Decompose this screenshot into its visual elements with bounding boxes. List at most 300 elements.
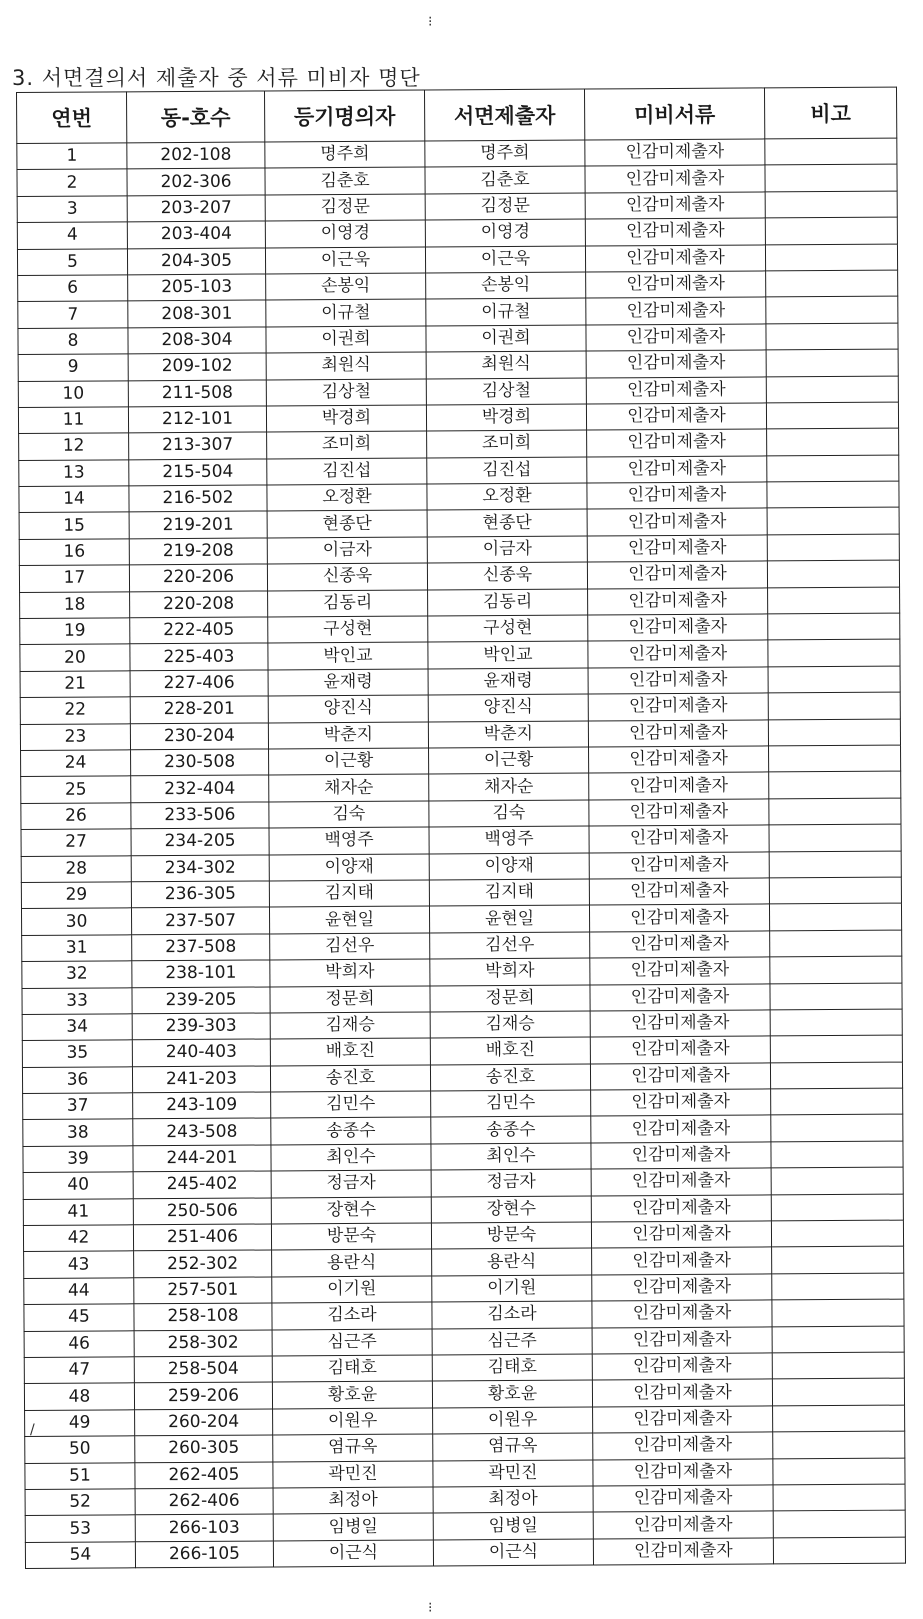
submitter: 이원우	[433, 1407, 593, 1434]
registered-owner: 황호윤	[272, 1381, 432, 1408]
unit-number: 243-109	[133, 1092, 271, 1119]
missing-document: 인감미제출자	[593, 1538, 773, 1565]
submitter: 명주희	[425, 140, 585, 167]
registered-owner: 백영주	[269, 827, 429, 854]
unit-number: 258-504	[134, 1356, 272, 1383]
missing-document: 인감미제출자	[590, 1063, 770, 1090]
registered-owner: 윤현일	[269, 906, 429, 933]
missing-document: 인감미제출자	[586, 271, 766, 298]
remarks	[766, 296, 898, 323]
remarks	[772, 1273, 904, 1300]
registered-owner: 이근식	[273, 1540, 433, 1567]
remarks	[770, 1062, 902, 1089]
row-number: 8	[18, 328, 128, 355]
submitter: 최인수	[431, 1143, 591, 1170]
unit-number: 262-405	[135, 1461, 273, 1488]
remarks	[766, 402, 898, 429]
registered-owner: 김재승	[270, 1012, 430, 1039]
registered-owner: 김진섭	[267, 458, 427, 485]
remarks	[769, 745, 901, 772]
missing-document: 인감미제출자	[592, 1326, 772, 1353]
unit-number: 238-101	[132, 960, 270, 987]
submitter: 최원식	[426, 351, 586, 378]
registered-owner: 최인수	[271, 1144, 431, 1171]
missing-document: 인감미제출자	[590, 1010, 770, 1037]
row-number: 17	[19, 565, 129, 592]
registered-owner: 윤재령	[268, 669, 428, 696]
remarks	[771, 1194, 903, 1221]
unit-number: 257-501	[134, 1277, 272, 1304]
remarks	[772, 1326, 904, 1353]
unit-number: 222-405	[130, 617, 268, 644]
unit-number: 203-404	[127, 221, 265, 248]
submitter: 송진호	[430, 1064, 590, 1091]
missing-document: 인감미제출자	[586, 324, 766, 351]
unit-number: 202-108	[127, 142, 265, 169]
unit-number: 205-103	[128, 274, 266, 301]
missing-document: 인감미제출자	[592, 1379, 772, 1406]
missing-document: 인감미제출자	[585, 244, 765, 271]
column-header-missing-document: 미비서류	[584, 88, 764, 140]
missing-document: 인감미제출자	[593, 1458, 773, 1485]
unit-number: 239-303	[132, 1013, 270, 1040]
registered-owner: 최원식	[266, 352, 426, 379]
submitter: 채자순	[429, 773, 589, 800]
registered-owner: 김숙	[269, 801, 429, 828]
submitter: 이권희	[426, 325, 586, 352]
row-number: 44	[24, 1278, 134, 1305]
row-number: 12	[19, 433, 129, 460]
row-number: 43	[24, 1251, 134, 1278]
registered-owner: 이권희	[266, 326, 426, 353]
unit-number: 258-302	[134, 1330, 272, 1357]
missing-document: 인감미제출자	[586, 376, 766, 403]
submitter: 김상철	[426, 378, 586, 405]
submitter: 윤재령	[428, 668, 588, 695]
unit-number: 233-506	[131, 802, 269, 829]
submitter: 김숙	[429, 800, 589, 827]
registered-owner: 이양재	[269, 854, 429, 881]
remarks	[770, 983, 902, 1010]
missing-document: 인감미제출자	[589, 904, 769, 931]
remarks	[773, 1537, 905, 1564]
submitter: 현종단	[427, 509, 587, 536]
missing-document: 인감미제출자	[589, 799, 769, 826]
row-number: 32	[22, 961, 132, 988]
missing-document: 인감미제출자	[591, 1142, 771, 1169]
unit-number: 236-305	[131, 881, 269, 908]
row-number: 39	[23, 1146, 133, 1173]
submitter: 김정문	[425, 193, 585, 220]
remarks	[771, 1141, 903, 1168]
missing-document: 인감미제출자	[588, 614, 768, 641]
submitter: 송종수	[431, 1116, 591, 1143]
unit-number: 266-105	[135, 1541, 273, 1568]
missing-document: 인감미제출자	[590, 957, 770, 984]
submitter: 김동리	[428, 589, 588, 616]
unit-number: 239-205	[132, 986, 270, 1013]
submitter: 곽민진	[433, 1460, 593, 1487]
submitter: 이근욱	[425, 246, 585, 273]
remarks	[765, 244, 897, 271]
row-number: 53	[25, 1515, 135, 1542]
missing-document: 인감미제출자	[586, 297, 766, 324]
row-number: 6	[18, 275, 128, 302]
unit-number: 225-403	[130, 643, 268, 670]
registered-owner: 김춘호	[265, 167, 425, 194]
unit-number: 237-508	[132, 934, 270, 961]
remarks	[769, 824, 901, 851]
registered-owner: 이금자	[267, 537, 427, 564]
row-number: 14	[19, 486, 129, 513]
registered-owner: 박희자	[270, 959, 430, 986]
registered-owner: 송진호	[270, 1065, 430, 1092]
remarks	[770, 956, 902, 983]
submitter: 이근황	[429, 747, 589, 774]
remarks	[773, 1458, 905, 1485]
submitter: 구성현	[428, 615, 588, 642]
remarks	[769, 877, 901, 904]
missing-document: 인감미제출자	[587, 456, 767, 483]
row-number: 46	[24, 1330, 134, 1357]
row-number: 27	[21, 829, 131, 856]
missing-document: 인감미제출자	[587, 482, 767, 509]
remarks	[768, 613, 900, 640]
missing-document: 인감미제출자	[590, 983, 770, 1010]
scan-speck-icon: ⁝	[428, 14, 433, 30]
missing-document: 인감미제출자	[588, 693, 768, 720]
registered-owner: 현종단	[267, 510, 427, 537]
submitter: 윤현일	[429, 905, 589, 932]
remarks	[772, 1378, 904, 1405]
missing-document: 인감미제출자	[593, 1406, 773, 1433]
remarks	[767, 455, 899, 482]
submitter: 김진섭	[427, 457, 587, 484]
submitter: 김춘호	[425, 166, 585, 193]
row-number: 28	[21, 855, 131, 882]
unit-number: 219-201	[129, 511, 267, 538]
missing-document: 인감미제출자	[590, 1036, 770, 1063]
table-header-row	[17, 87, 897, 143]
registered-owner: 배호진	[270, 1038, 430, 1065]
remarks	[766, 323, 898, 350]
registered-owner: 최정아	[273, 1487, 433, 1514]
submitter: 정금자	[431, 1169, 591, 1196]
submitter: 염규옥	[433, 1433, 593, 1460]
submitter: 신종욱	[427, 562, 587, 589]
registered-owner: 명주희	[265, 141, 425, 168]
row-number: 20	[20, 644, 130, 671]
remarks	[770, 1009, 902, 1036]
submitter: 박춘지	[428, 721, 588, 748]
missing-document: 인감미제출자	[590, 931, 770, 958]
remarks	[771, 1220, 903, 1247]
page-title: 3. 서면결의서 제출자 중 서류 미비자 명단	[12, 66, 421, 90]
row-number: 31	[22, 935, 132, 962]
unit-number: 212-101	[128, 406, 266, 433]
registered-owner: 박춘지	[268, 722, 428, 749]
unit-number: 234-205	[131, 828, 269, 855]
submitter: 이기원	[432, 1275, 592, 1302]
missing-document: 인감미제출자	[587, 561, 767, 588]
unit-number: 245-402	[133, 1171, 271, 1198]
remarks	[771, 1167, 903, 1194]
registered-owner: 곽민진	[273, 1461, 433, 1488]
missing-document: 인감미제출자	[588, 667, 768, 694]
missing-document: 인감미제출자	[588, 588, 768, 615]
registered-owner: 김태호	[272, 1355, 432, 1382]
row-number: 37	[23, 1093, 133, 1120]
remarks	[765, 217, 897, 244]
submitter: 심근주	[432, 1328, 592, 1355]
column-header-submitter: 서면제출자	[424, 89, 584, 141]
submitter: 이근식	[433, 1539, 593, 1566]
registered-owner: 김소라	[272, 1302, 432, 1329]
registered-owner: 용란식	[272, 1249, 432, 1276]
missing-document: 인감미제출자	[593, 1432, 773, 1459]
remarks	[772, 1247, 904, 1274]
remarks	[767, 481, 899, 508]
submitter: 김재승	[430, 1011, 590, 1038]
missing-document: 인감미제출자	[588, 640, 768, 667]
row-number: 9	[18, 354, 128, 381]
unit-number: 241-203	[132, 1066, 270, 1093]
scan-mark-icon: /	[30, 1422, 35, 1438]
missing-document: 인감미제출자	[585, 218, 765, 245]
missing-document: 인감미제출자	[592, 1274, 772, 1301]
unit-number: 228-201	[130, 696, 268, 723]
remarks	[768, 587, 900, 614]
row-number: 36	[22, 1066, 132, 1093]
row-number: 30	[21, 908, 131, 935]
unit-number: 203-207	[127, 195, 265, 222]
missing-document: 인감미제출자	[591, 1089, 771, 1116]
scan-speck-icon: ⁝	[428, 1600, 433, 1616]
submitter: 양진식	[428, 694, 588, 721]
registered-owner: 이기원	[272, 1276, 432, 1303]
remarks	[768, 692, 900, 719]
submitter: 용란식	[432, 1248, 592, 1275]
row-number: 40	[23, 1172, 133, 1199]
remarks	[772, 1299, 904, 1326]
submitter: 김태호	[432, 1354, 592, 1381]
remarks	[767, 508, 899, 535]
row-number: 26	[21, 803, 131, 830]
registered-owner: 김정문	[265, 194, 425, 221]
row-number: 50	[25, 1436, 135, 1463]
row-number: 15	[19, 512, 129, 539]
missing-document: 인감미제출자	[586, 350, 766, 377]
missing-document: 인감미제출자	[587, 429, 767, 456]
registered-owner: 손봉익	[266, 273, 426, 300]
remarks	[766, 376, 898, 403]
registered-owner: 오정환	[267, 484, 427, 511]
submitter: 황호윤	[432, 1380, 592, 1407]
unit-number: 244-201	[133, 1145, 271, 1172]
submitter: 이규철	[426, 298, 586, 325]
submitter: 김소라	[432, 1301, 592, 1328]
submitter: 배호진	[430, 1037, 590, 1064]
column-header-registered-owner: 등기명의자	[264, 90, 424, 142]
unit-number: 204-305	[127, 248, 265, 275]
registered-owner: 심근주	[272, 1329, 432, 1356]
submitter: 이금자	[427, 536, 587, 563]
unit-number: 213-307	[129, 432, 267, 459]
column-header-unit: 동-호수	[127, 91, 265, 143]
remarks	[767, 560, 899, 587]
registered-owner: 구성현	[268, 616, 428, 643]
registered-owner: 김선우	[270, 933, 430, 960]
submitter: 장현수	[431, 1196, 591, 1223]
submitter: 오정환	[427, 483, 587, 510]
unit-number: 232-404	[131, 775, 269, 802]
row-number: 47	[24, 1357, 134, 1384]
registered-owner: 장현수	[271, 1197, 431, 1224]
remarks	[771, 1088, 903, 1115]
registered-owner: 이영경	[265, 220, 425, 247]
registered-owner: 이규철	[266, 299, 426, 326]
missing-document: 인감미제출자	[592, 1247, 772, 1274]
unit-number: 220-206	[129, 564, 267, 591]
registered-owner: 양진식	[268, 695, 428, 722]
missing-document: 인감미제출자	[589, 772, 769, 799]
row-number: 38	[23, 1119, 133, 1146]
submitter: 정문희	[430, 985, 590, 1012]
registered-owner: 정금자	[271, 1170, 431, 1197]
unit-number: 252-302	[134, 1250, 272, 1277]
remarks	[767, 534, 899, 561]
row-number: 4	[17, 222, 127, 249]
remarks	[765, 165, 897, 192]
remarks	[769, 798, 901, 825]
unit-number: 240-403	[132, 1039, 270, 1066]
unit-number: 209-102	[128, 353, 266, 380]
remarks	[769, 771, 901, 798]
registered-owner: 조미희	[267, 431, 427, 458]
remarks	[769, 851, 901, 878]
registered-owner: 김동리	[268, 590, 428, 617]
registered-owner: 이근황	[269, 748, 429, 775]
unit-number: 266-103	[135, 1514, 273, 1541]
missing-document: 인감미제출자	[591, 1221, 771, 1248]
missing-document: 인감미제출자	[593, 1485, 773, 1512]
row-number: 29	[21, 882, 131, 909]
registered-owner: 신종욱	[267, 563, 427, 590]
row-number: 16	[19, 539, 129, 566]
row-number: 54	[25, 1542, 135, 1569]
registered-owner: 염규옥	[273, 1434, 433, 1461]
unit-number: 234-302	[131, 855, 269, 882]
remarks	[768, 640, 900, 667]
submitter: 김선우	[430, 932, 590, 959]
submitter: 김민수	[431, 1090, 591, 1117]
unit-number: 258-108	[134, 1303, 272, 1330]
unit-number: 260-204	[135, 1409, 273, 1436]
registered-owner: 김민수	[271, 1091, 431, 1118]
unit-number: 260-305	[135, 1435, 273, 1462]
missing-document: 인감미제출자	[589, 851, 769, 878]
missing-document: 인감미제출자	[589, 746, 769, 773]
submitter: 손봉익	[426, 272, 586, 299]
missing-document: 인감미제출자	[588, 720, 768, 747]
missing-document: 인감미제출자	[585, 139, 765, 166]
missing-document: 인감미제출자	[586, 403, 766, 430]
unit-number: 243-508	[133, 1118, 271, 1145]
remarks	[773, 1484, 905, 1511]
table-row	[25, 1537, 905, 1569]
row-number: 42	[23, 1225, 133, 1252]
row-number: 11	[18, 407, 128, 434]
row-number: 49	[25, 1410, 135, 1437]
remarks	[773, 1431, 905, 1458]
submitter: 조미희	[427, 430, 587, 457]
missing-document: 인감미제출자	[592, 1353, 772, 1380]
registered-owner: 김지태	[269, 880, 429, 907]
remarks	[770, 1035, 902, 1062]
remarks	[765, 191, 897, 218]
unit-number: 230-204	[130, 723, 268, 750]
row-number: 7	[18, 301, 128, 328]
unit-number: 227-406	[130, 670, 268, 697]
submitter: 박경희	[426, 404, 586, 431]
row-number: 1	[17, 143, 127, 170]
row-number: 18	[20, 591, 130, 618]
row-number: 19	[20, 618, 130, 645]
unit-number: 250-506	[133, 1198, 271, 1225]
row-number: 45	[24, 1304, 134, 1331]
submitter: 최정아	[433, 1486, 593, 1513]
unit-number: 219-208	[129, 538, 267, 565]
remarks	[766, 270, 898, 297]
unit-number: 230-508	[131, 749, 269, 776]
row-number: 23	[20, 723, 130, 750]
row-number: 34	[22, 1014, 132, 1041]
missing-document: 인감미제출자	[593, 1511, 773, 1538]
row-number: 41	[23, 1198, 133, 1225]
registered-owner: 방문숙	[271, 1223, 431, 1250]
remarks	[769, 903, 901, 930]
remarks	[766, 349, 898, 376]
row-number: 25	[21, 776, 131, 803]
remarks	[773, 1510, 905, 1537]
row-number: 33	[22, 987, 132, 1014]
remarks	[765, 138, 897, 165]
missing-document: 인감미제출자	[587, 535, 767, 562]
submitter: 백영주	[429, 826, 589, 853]
missing-document: 인감미제출자	[585, 192, 765, 219]
unit-number: 211-508	[128, 379, 266, 406]
remarks	[771, 1115, 903, 1142]
missing-document: 인감미제출자	[587, 508, 767, 535]
unit-number: 208-304	[128, 327, 266, 354]
registered-owner: 박인교	[268, 642, 428, 669]
missing-document: 인감미제출자	[591, 1168, 771, 1195]
row-number: 35	[22, 1040, 132, 1067]
remarks	[772, 1352, 904, 1379]
unit-number: 215-504	[129, 459, 267, 486]
remarks	[767, 428, 899, 455]
unit-number: 251-406	[133, 1224, 271, 1251]
submitter: 방문숙	[431, 1222, 591, 1249]
submitter: 박인교	[428, 641, 588, 668]
row-number: 48	[24, 1383, 134, 1410]
missing-document: 인감미제출자	[589, 825, 769, 852]
registered-owner: 이근욱	[265, 247, 425, 274]
remarks	[768, 666, 900, 693]
registered-owner: 임병일	[273, 1513, 433, 1540]
submitter: 이양재	[429, 853, 589, 880]
missing-document: 인감미제출자	[592, 1300, 772, 1327]
